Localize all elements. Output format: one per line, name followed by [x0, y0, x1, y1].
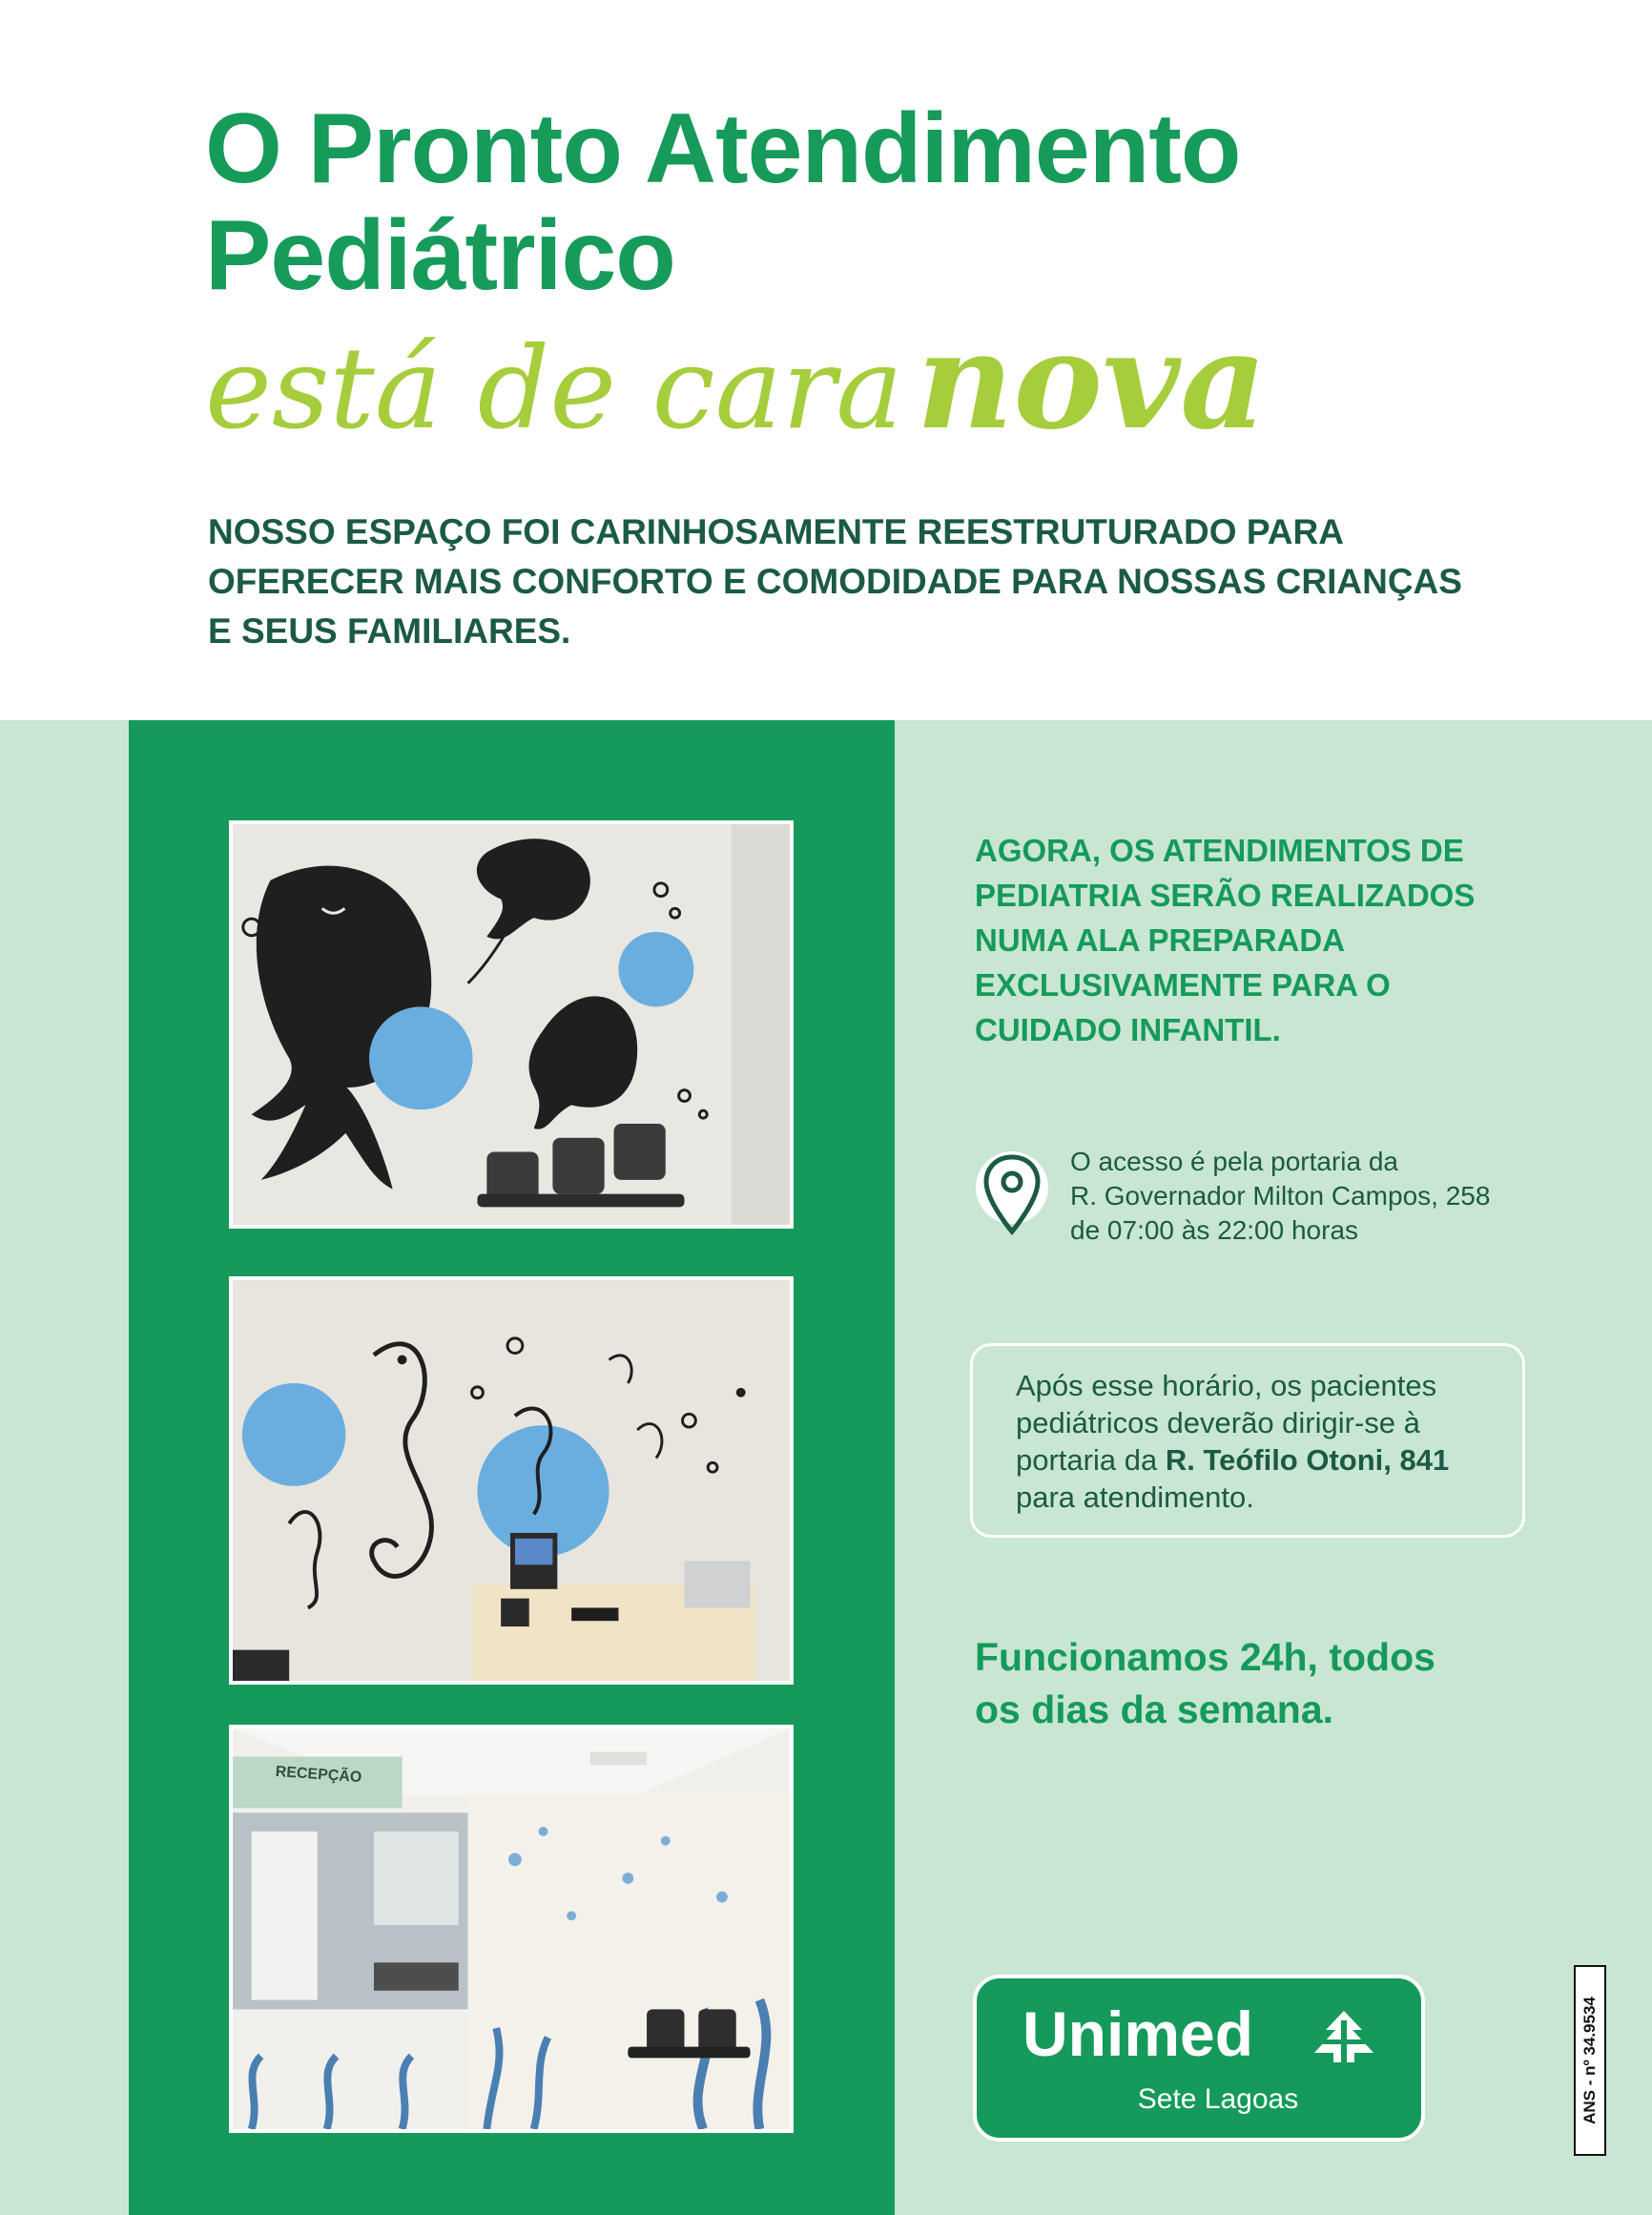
access-line-1: O acesso é pela portaria da [1070, 1147, 1398, 1176]
unimed-logo [973, 1975, 1425, 2142]
script-phrase: está de cara [205, 322, 903, 454]
ans-registration [1574, 1965, 1606, 2156]
intro-line-3: E SEUS FAMILIARES. [208, 611, 571, 651]
intro-text [208, 507, 1505, 656]
logo-wordmark: Unimed [1022, 1998, 1254, 2069]
agora-line-2: PEDIATRIA SERÃO REALIZADOS [975, 878, 1476, 913]
photo-seahorses-mural [229, 1276, 794, 1685]
access-line-3: de 07:00 às 22:00 horas [1070, 1215, 1359, 1245]
seahorses-mural-illustration [233, 1280, 790, 1681]
intro-line-2: OFERECER MAIS CONFORTO E COMODIDADE PARA NOSSAS CRIANÇAS [208, 562, 1462, 601]
title-line-1: O Pronto Atendimento [205, 93, 1241, 204]
agora-line-5: CUIDADO INFANTIL. [975, 1012, 1281, 1047]
logo-subtitle: Sete Lagoas [1137, 2083, 1299, 2115]
after-address: R. Teófilo Otoni, 841 [1165, 1443, 1450, 1477]
title-line-2: Pediátrico [205, 200, 675, 311]
photo-whales-mural [229, 820, 794, 1229]
location-pin-icon [975, 1149, 1049, 1245]
after-line-2: pediátricos deverão dirigir-se à [1016, 1406, 1420, 1439]
script-emphasis: nova [916, 303, 1267, 460]
intro-line-1: NOSSO ESPAÇO FOI CARINHOSAMENTE REESTRUTURADO PARA [208, 512, 1344, 551]
access-line-2: R. Governador Milton Campos, 258 [1070, 1181, 1491, 1211]
hours-line-2: os dias da semana. [975, 1687, 1334, 1731]
after-line-1: Após esse horário, os pacientes [1016, 1369, 1437, 1402]
photo-reception [229, 1725, 794, 2133]
script-tagline [205, 303, 1267, 460]
agora-line-1: AGORA, OS ATENDIMENTOS DE [975, 833, 1464, 868]
whales-mural-illustration [233, 824, 790, 1225]
after-line-4: para atendimento. [1016, 1480, 1254, 1514]
unimed-tree-icon [1307, 2011, 1381, 2062]
after-line-3-prefix: portaria da [1016, 1443, 1166, 1477]
hours-line-1: Funcionamos 24h, todos [975, 1635, 1435, 1679]
after-hours-box [970, 1343, 1525, 1538]
agora-line-4: EXCLUSIVAMENTE PARA O [975, 967, 1391, 1003]
agora-line-3: NUMA ALA PREPARADA [975, 922, 1346, 958]
pediatric-wing-notice [975, 828, 1566, 1052]
ans-code: ANS - nº 34.9534 [1580, 1997, 1599, 2124]
page-title [205, 95, 1240, 309]
reception-sign: RECEPÇÃO [275, 1763, 362, 1787]
reception-illustration [233, 1729, 790, 2129]
opening-hours [975, 1631, 1547, 1736]
access-info [1070, 1145, 1566, 1248]
